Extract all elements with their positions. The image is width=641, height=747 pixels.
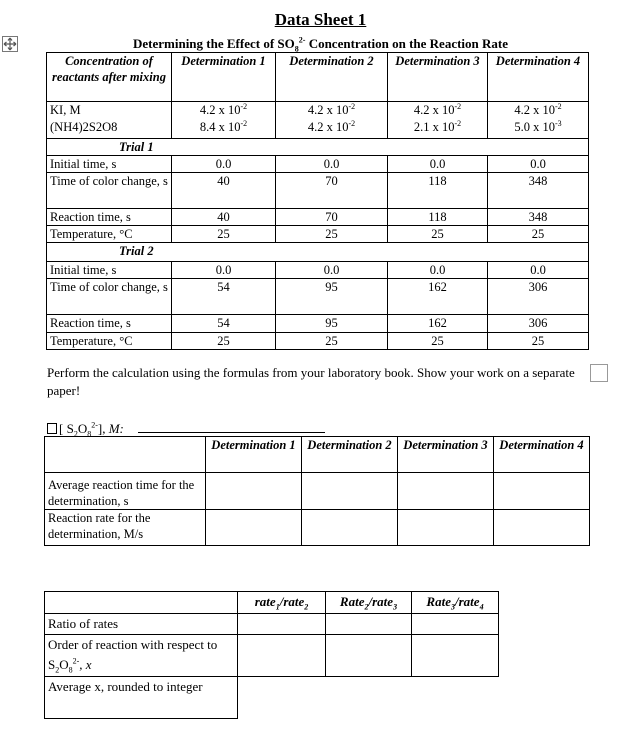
table-row <box>45 635 499 677</box>
table-cell[interactable]: 25 <box>172 226 276 243</box>
table-header-row <box>45 592 499 614</box>
input-cell[interactable] <box>398 473 494 510</box>
table-cell[interactable]: 25 <box>488 226 589 243</box>
header-rate1-rate2: rate$_1$/rate$_2$ <box>238 592 326 614</box>
subtitle: Determining the Effect of $SO_8^{2-}$ Concentration on the Reaction Rate <box>133 35 508 54</box>
table-cell[interactable]: 162 <box>388 315 488 333</box>
table-row <box>47 173 589 209</box>
row-label: Temperature, °C <box>47 226 172 243</box>
table-cell[interactable]: 25 <box>172 333 276 350</box>
table-cell[interactable]: 0.0 <box>172 262 276 279</box>
row-label: Time of color change, s <box>47 279 172 315</box>
table-row <box>47 226 589 243</box>
table-cell[interactable]: 25 <box>276 226 388 243</box>
table-cell[interactable]: 25 <box>388 226 488 243</box>
input-cell[interactable] <box>238 635 326 677</box>
table-cell[interactable]: 5.0 x $10^{-3}$ <box>488 119 589 139</box>
input-cell[interactable] <box>412 635 499 677</box>
table-cell[interactable]: 54 <box>172 279 276 315</box>
empty-header-cell <box>45 437 206 473</box>
table-cell[interactable]: 4.2 x $10^{-2}$ <box>172 102 276 119</box>
table-cell[interactable]: 4.2 x $10^{-2}$ <box>388 102 488 119</box>
header-determination-2: Determination 2 <box>302 437 398 473</box>
header-determination-4: Determination 4 <box>488 53 589 102</box>
table-row <box>47 315 589 333</box>
row-label: Order of reaction with respect to $S_2O_8^{2-}$, x <box>45 635 238 677</box>
ratio-table <box>44 591 499 719</box>
table-cell[interactable]: 95 <box>276 315 388 333</box>
header-determination-3: Determination 3 <box>388 53 488 102</box>
table-row <box>47 262 589 279</box>
input-cell[interactable] <box>206 510 302 546</box>
table-cell[interactable]: 0.0 <box>488 262 589 279</box>
table-cell[interactable]: 0.0 <box>388 262 488 279</box>
header-determination-2: Determination 2 <box>276 53 388 102</box>
table-cell[interactable]: 4.2 x $10^{-2}$ <box>276 102 388 119</box>
header-rate2-rate3: Rate$_2$/rate$_3$ <box>326 592 412 614</box>
table-cell[interactable]: 70 <box>276 209 388 226</box>
table-cell[interactable]: 25 <box>276 333 388 350</box>
table-row <box>45 677 499 719</box>
blank-area <box>238 677 499 719</box>
table-cell[interactable]: 0.0 <box>388 156 488 173</box>
table-cell[interactable]: 4.2 x $10^{-2}$ <box>488 102 589 119</box>
table-cell[interactable]: 95 <box>276 279 388 315</box>
trial-row <box>47 243 589 262</box>
row-label: Initial time, s <box>47 262 172 279</box>
table-cell[interactable]: 0.0 <box>276 156 388 173</box>
row-label: Temperature, °C <box>47 333 172 350</box>
row-label: Reaction time, s <box>47 209 172 226</box>
row-label: Average x, rounded to integer <box>45 677 238 719</box>
table-cell[interactable]: 8.4 x $10^{-2}$ <box>172 119 276 139</box>
table-cell[interactable]: 54 <box>172 315 276 333</box>
table-cell[interactable]: 348 <box>488 173 589 209</box>
checkbox-icon <box>47 423 57 434</box>
header-determination-3: Determination 3 <box>398 437 494 473</box>
input-cell[interactable] <box>206 473 302 510</box>
table-cell[interactable]: 2.1 x $10^{-2}$ <box>388 119 488 139</box>
input-cell[interactable] <box>326 614 412 635</box>
row-label: Ratio of rates <box>45 614 238 635</box>
input-cell[interactable] <box>412 614 499 635</box>
table-cell[interactable]: 118 <box>388 209 488 226</box>
table-row <box>47 333 589 350</box>
table-cell[interactable]: 25 <box>488 333 589 350</box>
table-row <box>47 119 589 139</box>
table-cell[interactable]: 348 <box>488 209 589 226</box>
corner-header: Concentration of reactants after mixing <box>47 53 172 102</box>
rate-table <box>44 436 590 546</box>
concentration-label: [ $S_2O_8^{2-}$], M: <box>47 421 124 437</box>
input-cell[interactable] <box>326 635 412 677</box>
table-cell[interactable]: 0.0 <box>276 262 388 279</box>
table-row <box>45 510 590 546</box>
concentration-input[interactable] <box>138 432 325 433</box>
table-cell[interactable]: 162 <box>388 279 488 315</box>
data-table <box>46 52 589 350</box>
table-cell[interactable]: 4.2 x $10^{-2}$ <box>276 119 388 139</box>
input-cell[interactable] <box>302 473 398 510</box>
empty-header-cell <box>45 592 238 614</box>
instructions-text: Perform the calculation using the formulas from your laboratory book. Show your work on a separate paper! <box>47 365 575 398</box>
input-cell[interactable] <box>238 614 326 635</box>
row-label: Average reaction time for the determination, s <box>45 473 206 510</box>
table-row <box>47 279 589 315</box>
row-label: (NH4)2S2O8 <box>47 119 172 139</box>
input-cell[interactable] <box>398 510 494 546</box>
table-row <box>47 102 589 119</box>
table-cell[interactable]: 306 <box>488 315 589 333</box>
row-label: Reaction time, s <box>47 315 172 333</box>
input-cell[interactable] <box>494 473 590 510</box>
checkbox[interactable] <box>590 364 608 382</box>
table-cell[interactable]: 0.0 <box>488 156 589 173</box>
table-cell[interactable]: 118 <box>388 173 488 209</box>
table-row <box>47 156 589 173</box>
table-cell[interactable]: 40 <box>172 209 276 226</box>
row-label: Initial time, s <box>47 156 172 173</box>
table-cell[interactable]: 40 <box>172 173 276 209</box>
table-cell[interactable]: 25 <box>388 333 488 350</box>
header-determination-1: Determination 1 <box>172 53 276 102</box>
trial-2-label: Trial 2 <box>47 243 589 262</box>
header-determination-4: Determination 4 <box>494 437 590 473</box>
table-header-row <box>45 437 590 473</box>
input-cell[interactable] <box>494 510 590 546</box>
row-label: KI, M <box>47 102 172 119</box>
table-cell[interactable]: 306 <box>488 279 589 315</box>
row-label: Time of color change, s <box>47 173 172 209</box>
header-rate3-rate4: Rate$_3$/rate$_4$ <box>412 592 499 614</box>
table-cell[interactable]: 70 <box>276 173 388 209</box>
header-determination-1: Determination 1 <box>206 437 302 473</box>
row-label: Reaction rate for the determination, M/s <box>45 510 206 546</box>
page-title: Data Sheet 1 <box>274 10 367 29</box>
input-cell[interactable] <box>302 510 398 546</box>
table-row <box>45 614 499 635</box>
table-cell[interactable]: 0.0 <box>172 156 276 173</box>
table-header-row <box>47 53 589 102</box>
trial-1-label: Trial 1 <box>47 139 589 156</box>
table-row <box>47 209 589 226</box>
table-row <box>45 473 590 510</box>
trial-row <box>47 139 589 156</box>
